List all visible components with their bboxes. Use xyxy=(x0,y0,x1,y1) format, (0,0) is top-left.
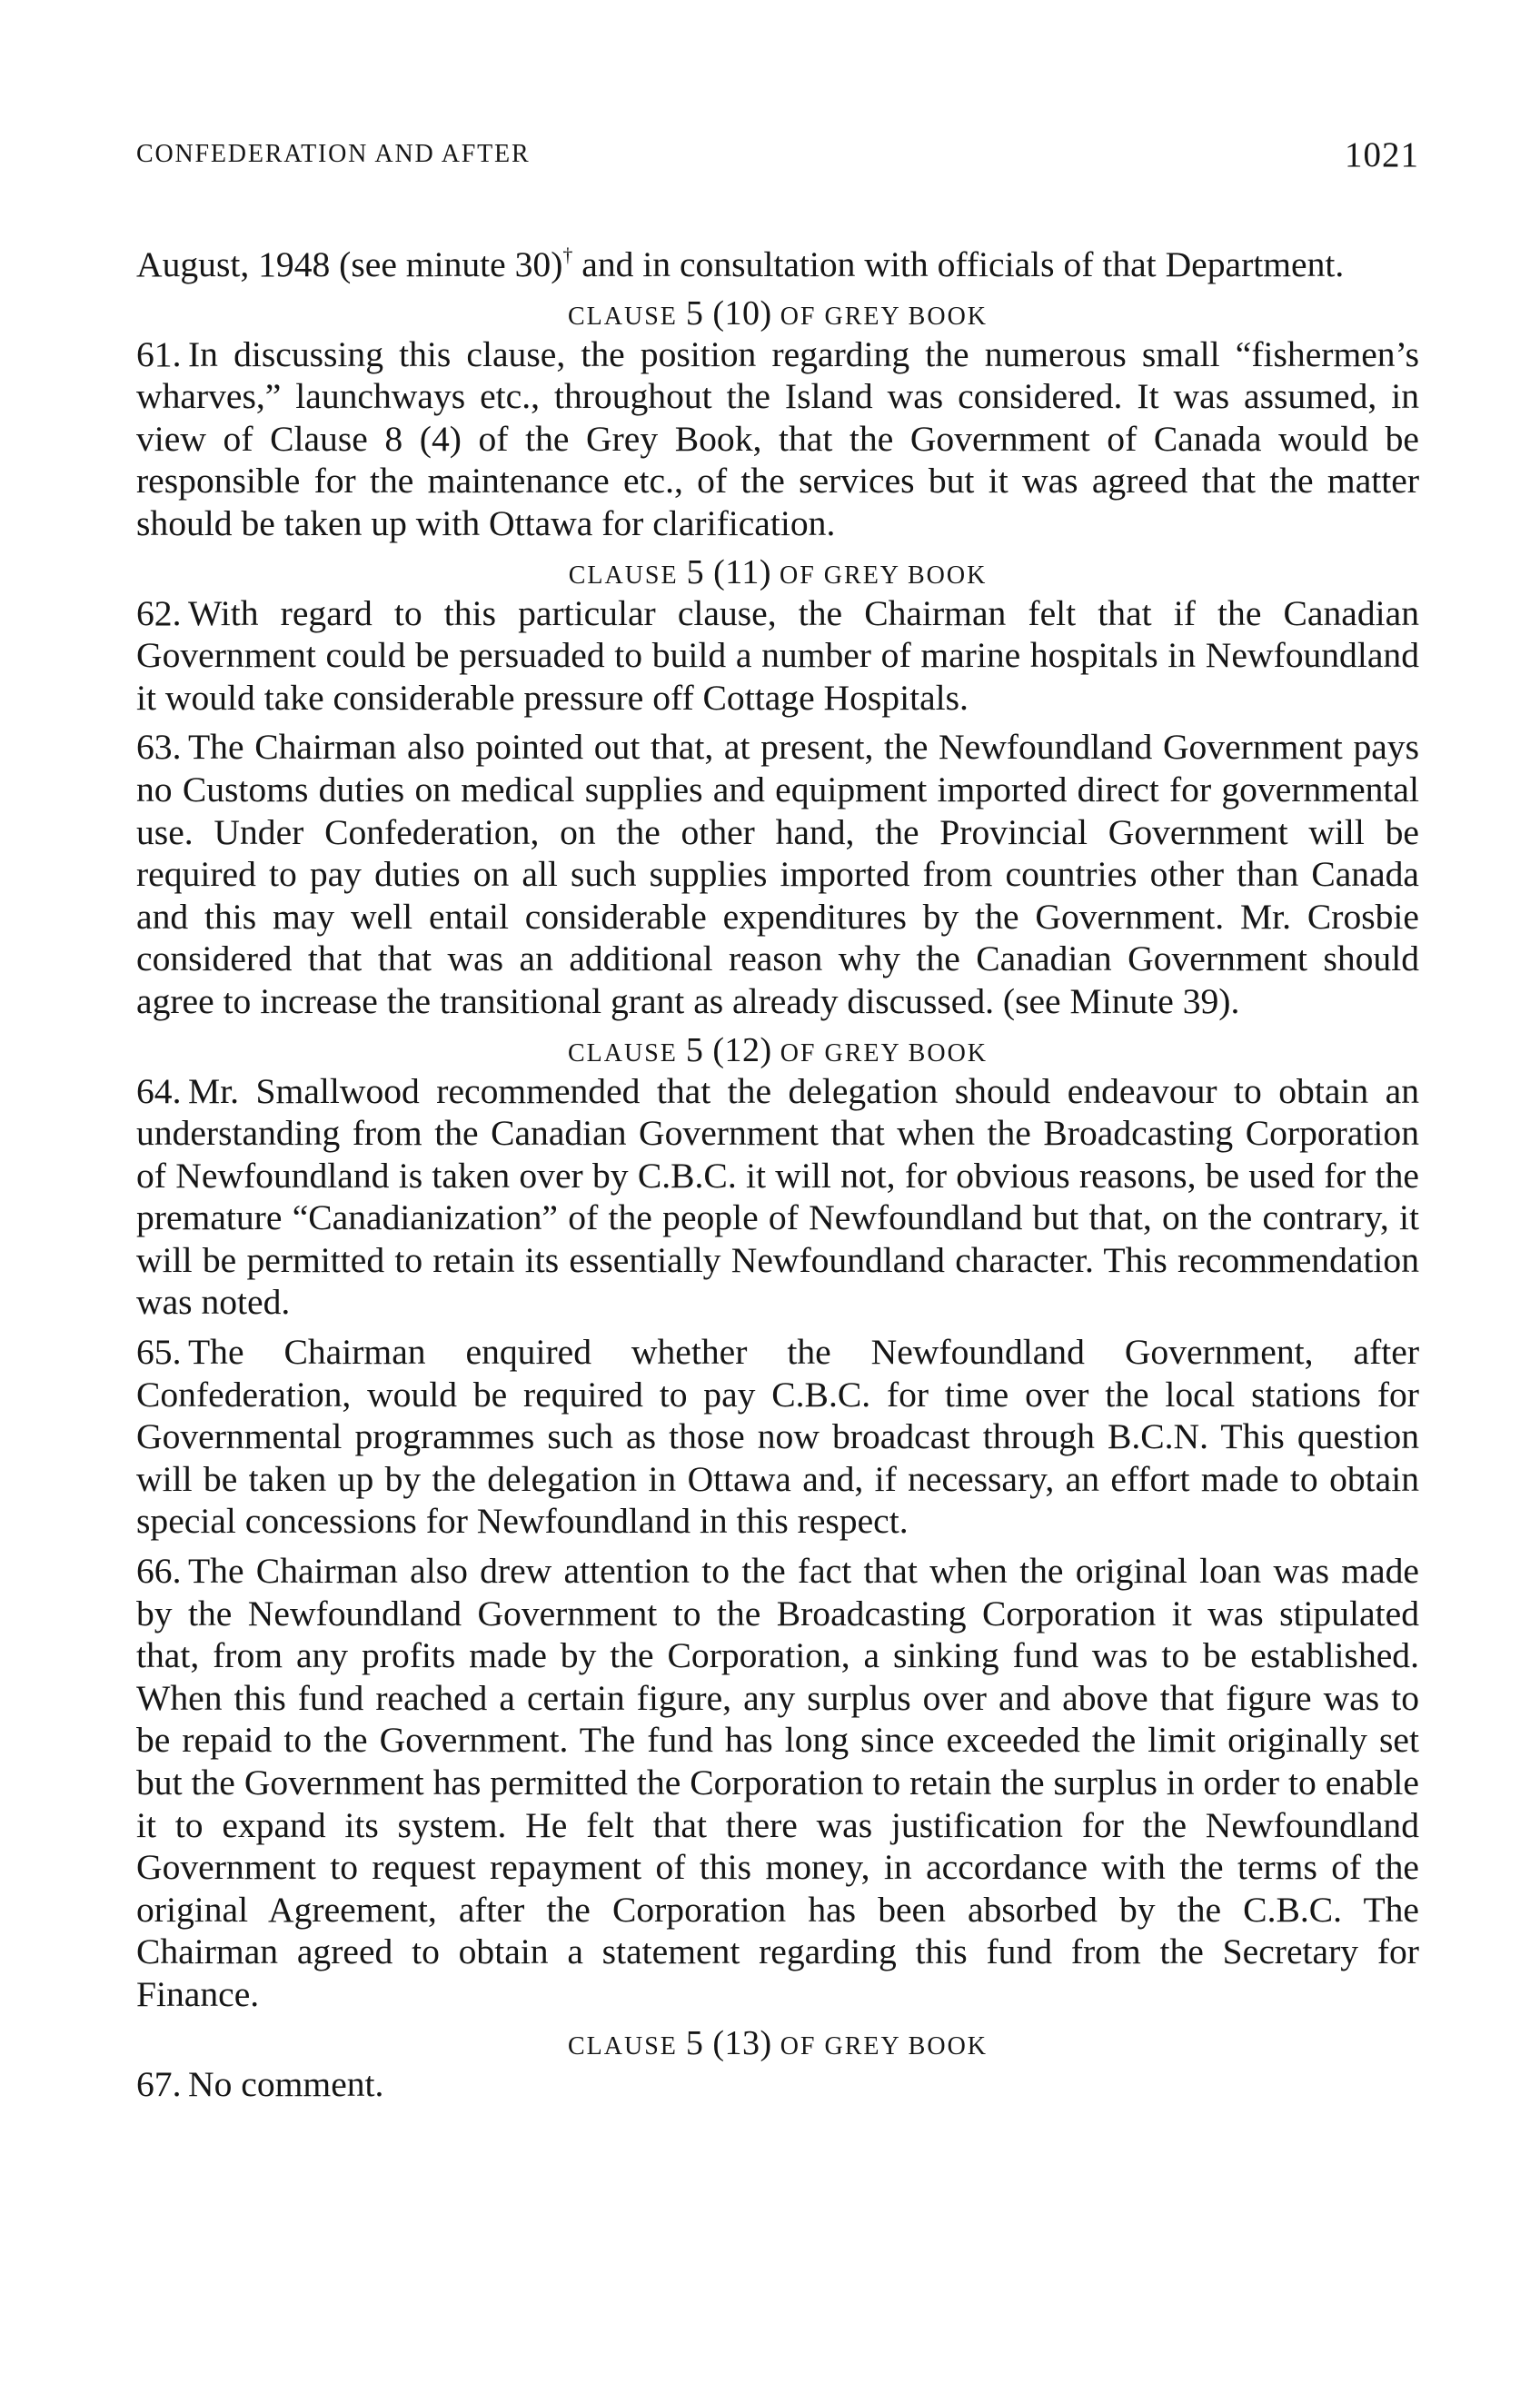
clause-heading: CLAUSE 5 (11) OF GREY BOOK xyxy=(568,552,988,591)
paragraph-text: The Chairman also drew attention to the fact that when the original loan was made by the Newfoundland Government to the Broadcasting Corporation it was stipulated that, from any profits made by the Corporation, a sinking fund was to be established. When this fund reached a certain figure, any surplus over and above that figure was to be repaid to the Government. The fund has long since exceeded the limit originally set but the Government has permitted the Corporation to retain the surplus in order to enable it to expand its system. He felt that there was justification for the Newfoundland Government to request repayment of this money, in accordance with the terms of the original Agreement, after the Corporation has been absorbed by the C.B.C. The Chairman agreed to obtain a statement regarding this fund from the Secretary for Finance. xyxy=(136,1551,1419,2014)
minute-paragraph xyxy=(136,1331,1419,1543)
paragraph-text: In discussing this clause, the position regarding the numerous small “fishermen’s wharves,” launchways etc., throughout the Island was considered. It was assumed, in view of Clause 8 (4) of the Grey Book, that the Government of Canada would be responsible for the maintenance etc., of the services but it was agreed that the matter should be taken up with Ottawa for clarification. xyxy=(136,333,1419,543)
paragraph-number: 63. xyxy=(136,727,182,768)
clause-heading: CLAUSE 5 (10) OF GREY BOOK xyxy=(567,293,989,333)
paragraph-text: No comment. xyxy=(188,2063,384,2104)
page-number: 1021 xyxy=(1345,135,1419,174)
continued-text-end: and in consultation with officials of that Department. xyxy=(572,244,1345,284)
clause-ref: 5 (12) xyxy=(685,1030,772,1069)
paragraph-number: 61. xyxy=(136,333,182,374)
paragraph-text: The Chairman also pointed out that, at present, the Newfoundland Government pays no Customs duties on medical supplies and equipment imported direct for governmental use. Under Confederation, on the other hand, the Provincial Government will be required to pay duties on all such supplies imported from countries other than Canada and this may well entail considerable expenditures by the Government. Mr. Crosbie considered that that was an additional reason why the Canadian Government should agree to increase the transitional grant as already discussed. (see Minute 39). xyxy=(136,727,1419,1021)
minute-paragraph xyxy=(136,2063,1419,2106)
minute-paragraph xyxy=(136,333,1419,545)
clause-ref: 5 (13) xyxy=(685,2023,772,2062)
minute-paragraph xyxy=(136,592,1419,720)
clause-heading: CLAUSE 5 (12) OF GREY BOOK xyxy=(567,1030,989,1069)
clause-ref: 5 (10) xyxy=(685,293,772,333)
minute-paragraph xyxy=(136,1550,1419,2016)
clause-ref: 5 (11) xyxy=(686,552,771,591)
paragraph-text: Mr. Smallwood recommended that the delegation should endeavour to obtain an understanding from the Canadian Government that when the Broadcasting Corporation of Newfoundland is taken over by C.B.C. it will not, for obvious reasons, be used for the premature “Canadianization” of the people of Newfoundland but that, on the contrary, it will be permitted to retain its essentially Newfoundland character. This recommendation was noted. xyxy=(136,1070,1419,1323)
paragraph-number: 66. xyxy=(136,1551,182,1592)
continued-paragraph xyxy=(136,243,1419,286)
running-head xyxy=(136,134,1419,180)
continued-text: August, 1948 (see minute 30) xyxy=(136,244,563,284)
paragraph-number: 64. xyxy=(136,1070,182,1111)
running-title: CONFEDERATION AND AFTER xyxy=(136,140,531,168)
paragraph-number: 67. xyxy=(136,2063,182,2104)
minute-paragraph xyxy=(136,1070,1419,1325)
minute-paragraph xyxy=(136,726,1419,1022)
paragraph-text: With regard to this particular clause, the Chairman felt that if the Canadian Government could be persuaded to build a number of marine hospitals in Newfoundland it would take considerable pressure off Cottage Hospitals. xyxy=(136,592,1419,718)
paragraph-number: 65. xyxy=(136,1332,182,1373)
clause-heading: CLAUSE 5 (13) OF GREY BOOK xyxy=(567,2023,989,2062)
body-text xyxy=(136,243,1419,2105)
paragraph-text: The Chairman enquired whether the Newfoundland Government, after Confederation, would be required to pay C.B.C. for time over the local stations for Governmental programmes such as those now broadcast through B.C.N. This question will be taken up by the delegation in Ottawa and, if necessary, an effort made to obtain special concessions for Newfoundland in this respect. xyxy=(136,1332,1419,1542)
footnote-mark: † xyxy=(562,243,573,266)
paragraph-number: 62. xyxy=(136,592,182,633)
